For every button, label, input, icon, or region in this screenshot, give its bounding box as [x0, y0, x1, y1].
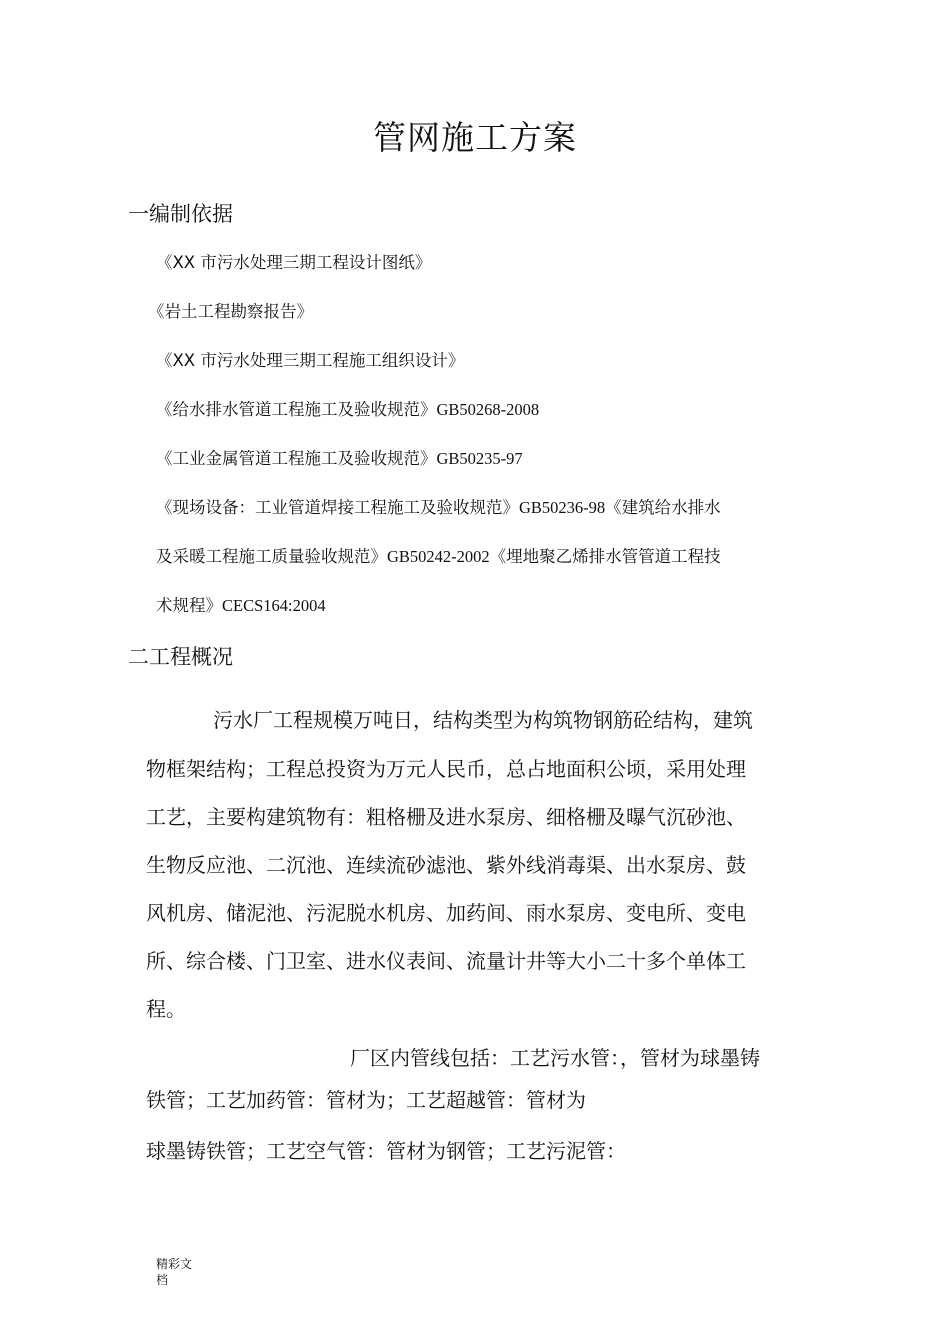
reference-name: 术规程》: [156, 596, 222, 615]
paragraph-line: 程。: [146, 997, 186, 1021]
reference-code: GB50236-98: [519, 498, 606, 517]
paragraph-line: 铁管；工艺加药管：管材为；工艺超越管：管材为: [146, 1088, 586, 1112]
page-footer: [156, 1256, 192, 1288]
reference-code: GB50242-2002: [387, 547, 490, 566]
reference-item: [156, 347, 464, 371]
reference-code: CECS164:2004: [222, 596, 326, 615]
paragraph-line: 球墨铸铁管；工艺空气管：管材为钢管；工艺污泥管：: [146, 1139, 626, 1163]
section-heading-overview: 二工程概况: [128, 645, 233, 669]
reference-name: 《XX 市污水处理三期工程设计图纸》: [156, 253, 432, 272]
reference-item: [148, 298, 313, 322]
footer-line: 精彩文: [156, 1257, 193, 1271]
paragraph-line: 风机房、储泥池、污泥脱水机房、加药间、雨水泵房、变电所、变电: [146, 901, 746, 925]
reference-name: 《给水排水管道工程施工及验收规范》: [156, 400, 437, 419]
reference-name: 《埋地聚乙烯排水管管道工程技: [489, 547, 721, 566]
paragraph-line: 污水厂工程规模万吨日，结构类型为构筑物钢筋砼结构，建筑: [213, 708, 753, 732]
reference-code: GB50268-2008: [436, 400, 540, 419]
footer-line: 档: [156, 1273, 169, 1287]
section-heading-basis: 一编制依据: [128, 202, 233, 226]
reference-item: [156, 396, 539, 420]
reference-item: [156, 249, 431, 273]
reference-name: 《工业金属管道工程施工及验收规范》: [156, 449, 437, 468]
reference-name: 及采暖工程施工质量验收规范》: [156, 547, 387, 566]
reference-code: GB50235-97: [436, 449, 523, 468]
paragraph-line: 厂区内管线包括：工艺污水管：，管材为球墨铸: [350, 1046, 760, 1070]
paragraph-line: 物框架结构；工程总投资为万元人民币，总占地面积公顷，采用处理: [146, 757, 746, 781]
paragraph-line: 生物反应池、二沉池、连续流砂滤池、紫外线消毒渠、出水泵房、鼓: [146, 853, 746, 877]
paragraph-line: 工艺，主要构建筑物有：粗格栅及进水泵房、细格栅及曝气沉砂池、: [146, 805, 746, 829]
reference-item: [156, 592, 326, 616]
reference-item: [156, 494, 721, 518]
reference-name: 《XX 市污水处理三期工程施工组织设计》: [156, 351, 465, 370]
reference-item: [156, 445, 523, 469]
reference-item: [156, 543, 721, 567]
reference-name: 《建筑给水排水: [605, 498, 721, 517]
document-title: 管网施工方案: [373, 118, 577, 157]
reference-name: 《岩土工程勘察报告》: [148, 302, 313, 321]
paragraph-line: 所、综合楼、门卫室、进水仪表间、流量计井等大小二十多个单体工: [146, 949, 746, 973]
reference-name: 《现场设备：工业管道焊接工程施工及验收规范》: [156, 498, 519, 517]
